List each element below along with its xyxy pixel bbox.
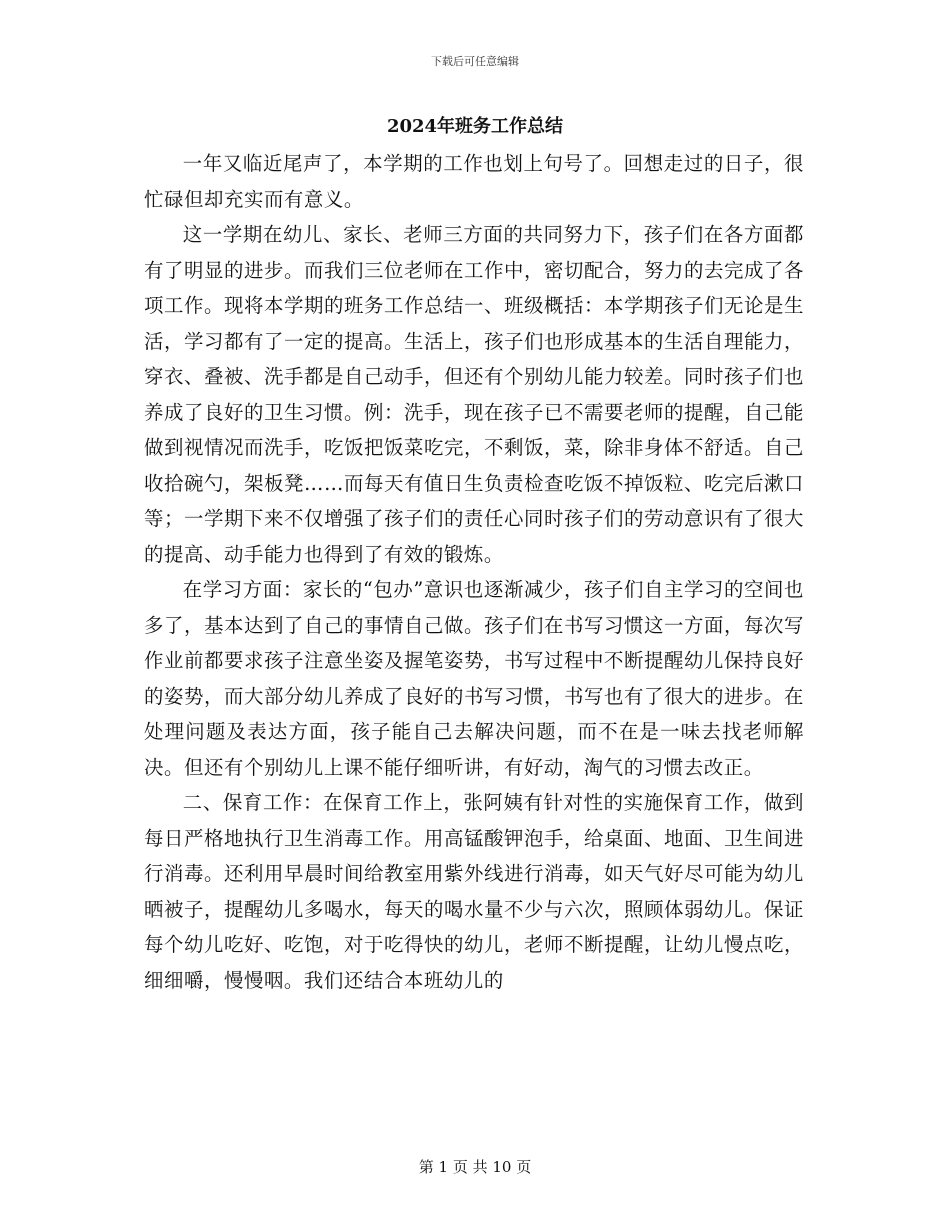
header-note: 下载后可任意编辑	[431, 55, 519, 68]
document-title: 2024年班务工作总结	[386, 116, 564, 137]
page-number: 第 1 页 共 10 页	[418, 1158, 532, 1176]
paragraph-class-overview: 这一学期在幼儿、家长、老师三方面的共同努力下，孩子们在各方面都有了明显的进步。而我们三位老师在工作中，密切配合，努力的去完成了各项工作。现将本学期的班务工作总结一、班级概括：本学期孩子们无论是生活，学习都有了一定的提高。生活上，孩子们也形成基本的生活自理能力，穿衣、叠被、洗手都是自己动手，但还有个别幼儿能力较差。同时孩子们也养成了良好的卫生习惯。例：洗手，现在孩子已不需要老师的提醒，自己能做到视情况而洗手，吃饭把饭菜吃完，不剩饭，菜，除非身体不舒适。自己收拾碗勺，架板凳……而每天有值日生负责检查吃饭不掉饭粒、吃完后漱口等；一学期下来不仅增强了孩子们的责任心同时孩子们的劳动意识有了很大的提高、动手能力也得到了有效的锻炼。	[144, 223, 804, 566]
paragraph-study: 在学习方面：家长的“包办”意识也逐渐减少，孩子们自主学习的空间也多了，基本达到了自己的事情自己做。孩子们在书写习惯这一方面，每次写作业前都要求孩子注意坐姿及握笔姿势，书写过程中不断提醒幼儿保持良好的姿势，而大部分幼儿养成了良好的书写习惯，书写也有了很大的进步。在处理问题及表达方面，孩子能自己去解决问题，而不在是一味去找老师解决。但还有个别幼儿上课不能仔细听讲，有好动，淘气的习惯去改正。	[144, 578, 804, 779]
paragraph-intro: 一年又临近尾声了，本学期的工作也划上句号了。回想走过的日子，很忙碌但却充实而有意义。	[144, 152, 804, 211]
paragraph-childcare: 二、保育工作：在保育工作上，张阿姨有针对性的实施保育工作，做到每日严格地执行卫生消毒工作。用高锰酸钾泡手，给桌面、地面、卫生间进行消毒。还利用早晨时间给教室用紫外线进行消毒，如天气好尽可能为幼儿晒被子，提醒幼儿多喝水，每天的喝水量不少与六次，照顾体弱幼儿。保证每个幼儿吃好、吃饱，对于吃得快的幼儿，老师不断提醒，让幼儿慢点吃，细细嚼，慢慢咽。我们还结合本班幼儿的	[144, 791, 804, 992]
document-body	[144, 146, 804, 998]
